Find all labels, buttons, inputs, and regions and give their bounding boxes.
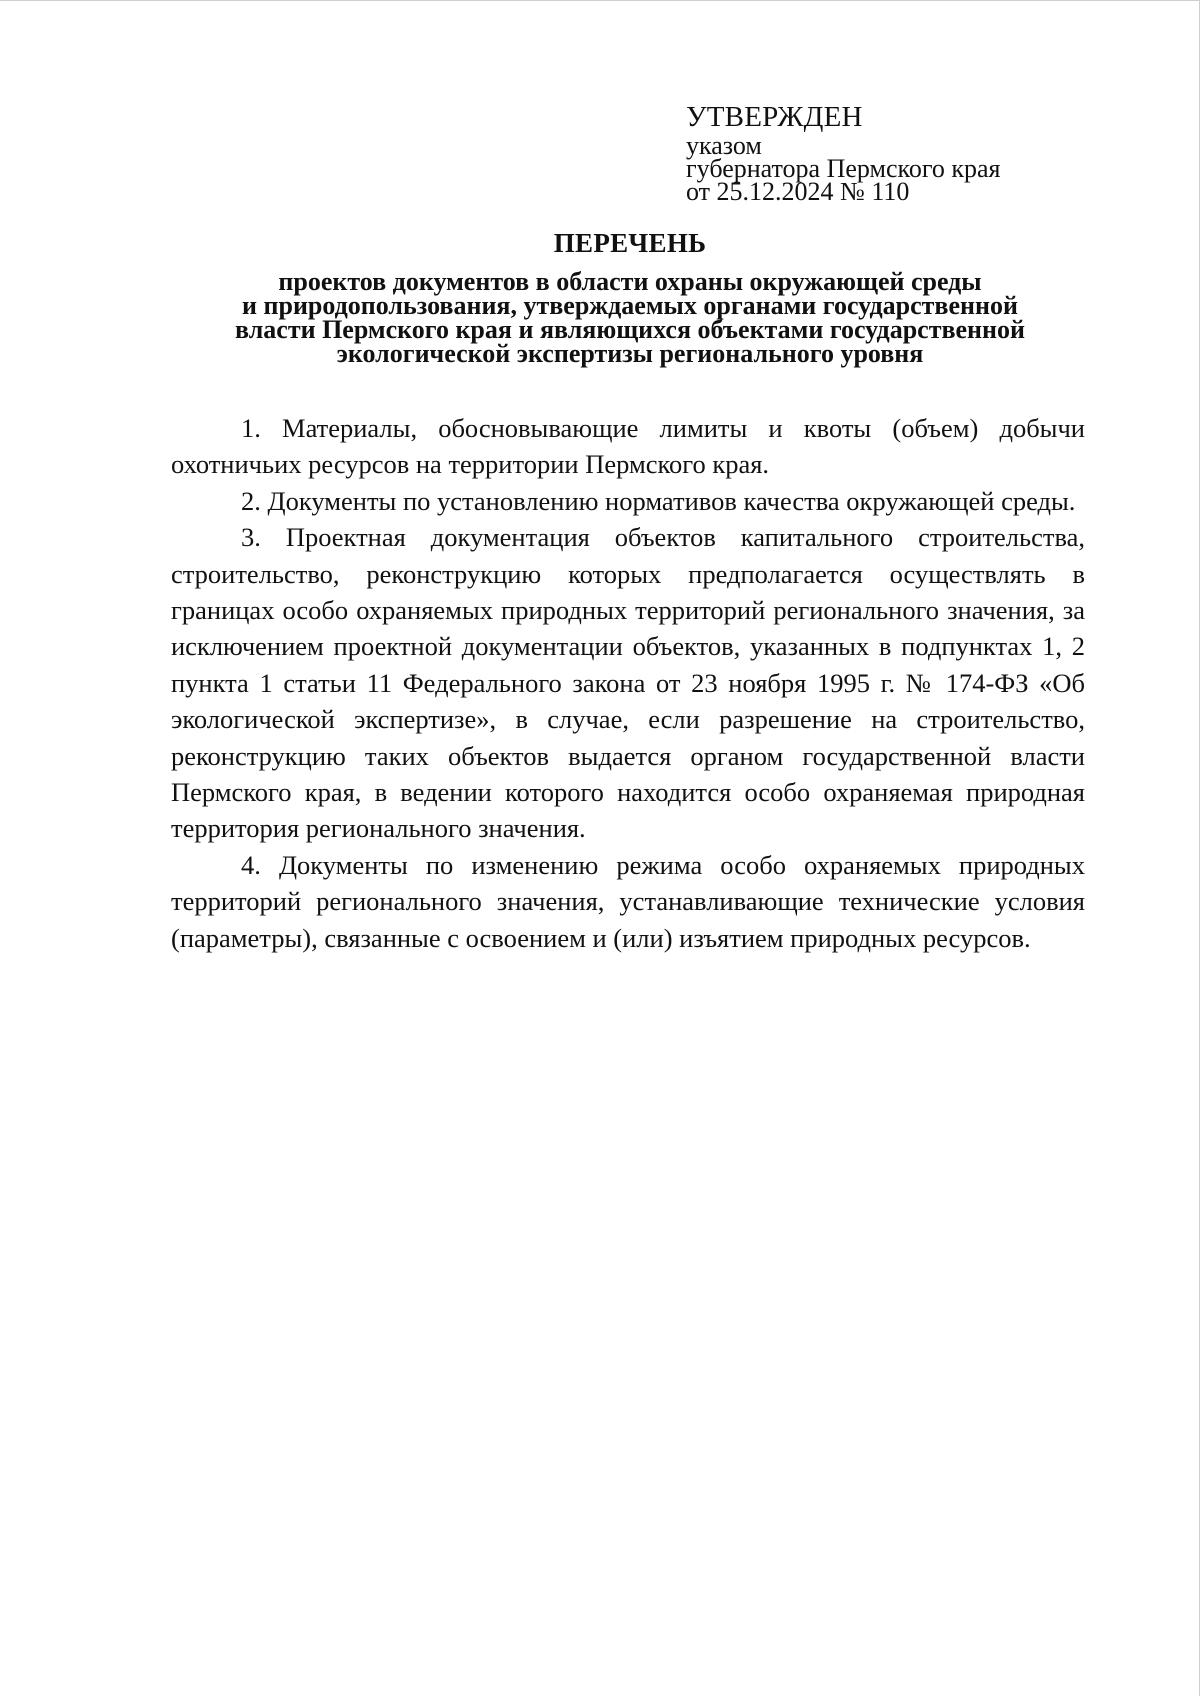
subtitle-line: власти Пермского края и являющихся объектами государственной — [235, 315, 1025, 344]
document-body — [171, 410, 1085, 956]
approval-governor-line: губернатора Пермского края — [686, 154, 1001, 183]
list-item-3: 3. Проектная документация объектов капитального строительства, строительство, реконструкцию которых предполагается осуществлять в границах особо охраняемых природных территорий регионального значения, за исключением проектной документации объектов, указанных в подпунктах 1, 2 пункта 1 статьи 11 Федерального закона от 23 ноября 1995 г. № 174-ФЗ «Об экологической экспертизе», в случае, если разрешение на строительство, реконструкцию таких объектов выдается органом государственной власти Пермского края, в ведении которого находится особо охраняемая природная территория регионального значения. — [171, 522, 1085, 844]
list-item-1: 1. Материалы, обосновывающие лимиты и квоты (объем) добычи охотничьих ресурсов на территории Пермского края. — [171, 413, 1085, 480]
approval-block — [686, 100, 1001, 206]
approval-decree-line: указом — [686, 131, 762, 160]
document-subtitle — [140, 267, 1120, 368]
approval-date-line: от 25.12.2024 № 110 — [686, 177, 910, 206]
subtitle-line: экологической экспертизы регионального уровня — [336, 339, 924, 368]
list-item-4: 4. Документы по изменению режима особо охраняемых природных территорий регионального значения, устанавливающие технические условия (параметры), связанные с освоением и (или) изъятием природных ресурсов. — [171, 849, 1085, 953]
subtitle-line: проектов документов в области охраны окружающей среды — [278, 267, 982, 296]
approved-heading: УТВЕРЖДЕН — [686, 101, 863, 133]
subtitle-line: и природопользования, утверждаемых органами государственной — [242, 291, 1018, 320]
page-edge-top — [0, 0, 1200, 1]
document-title: ПЕРЕЧЕНЬ — [553, 228, 707, 258]
list-item-2: 2. Документы по установлению нормативов качества окружающей среды. — [241, 485, 1076, 516]
